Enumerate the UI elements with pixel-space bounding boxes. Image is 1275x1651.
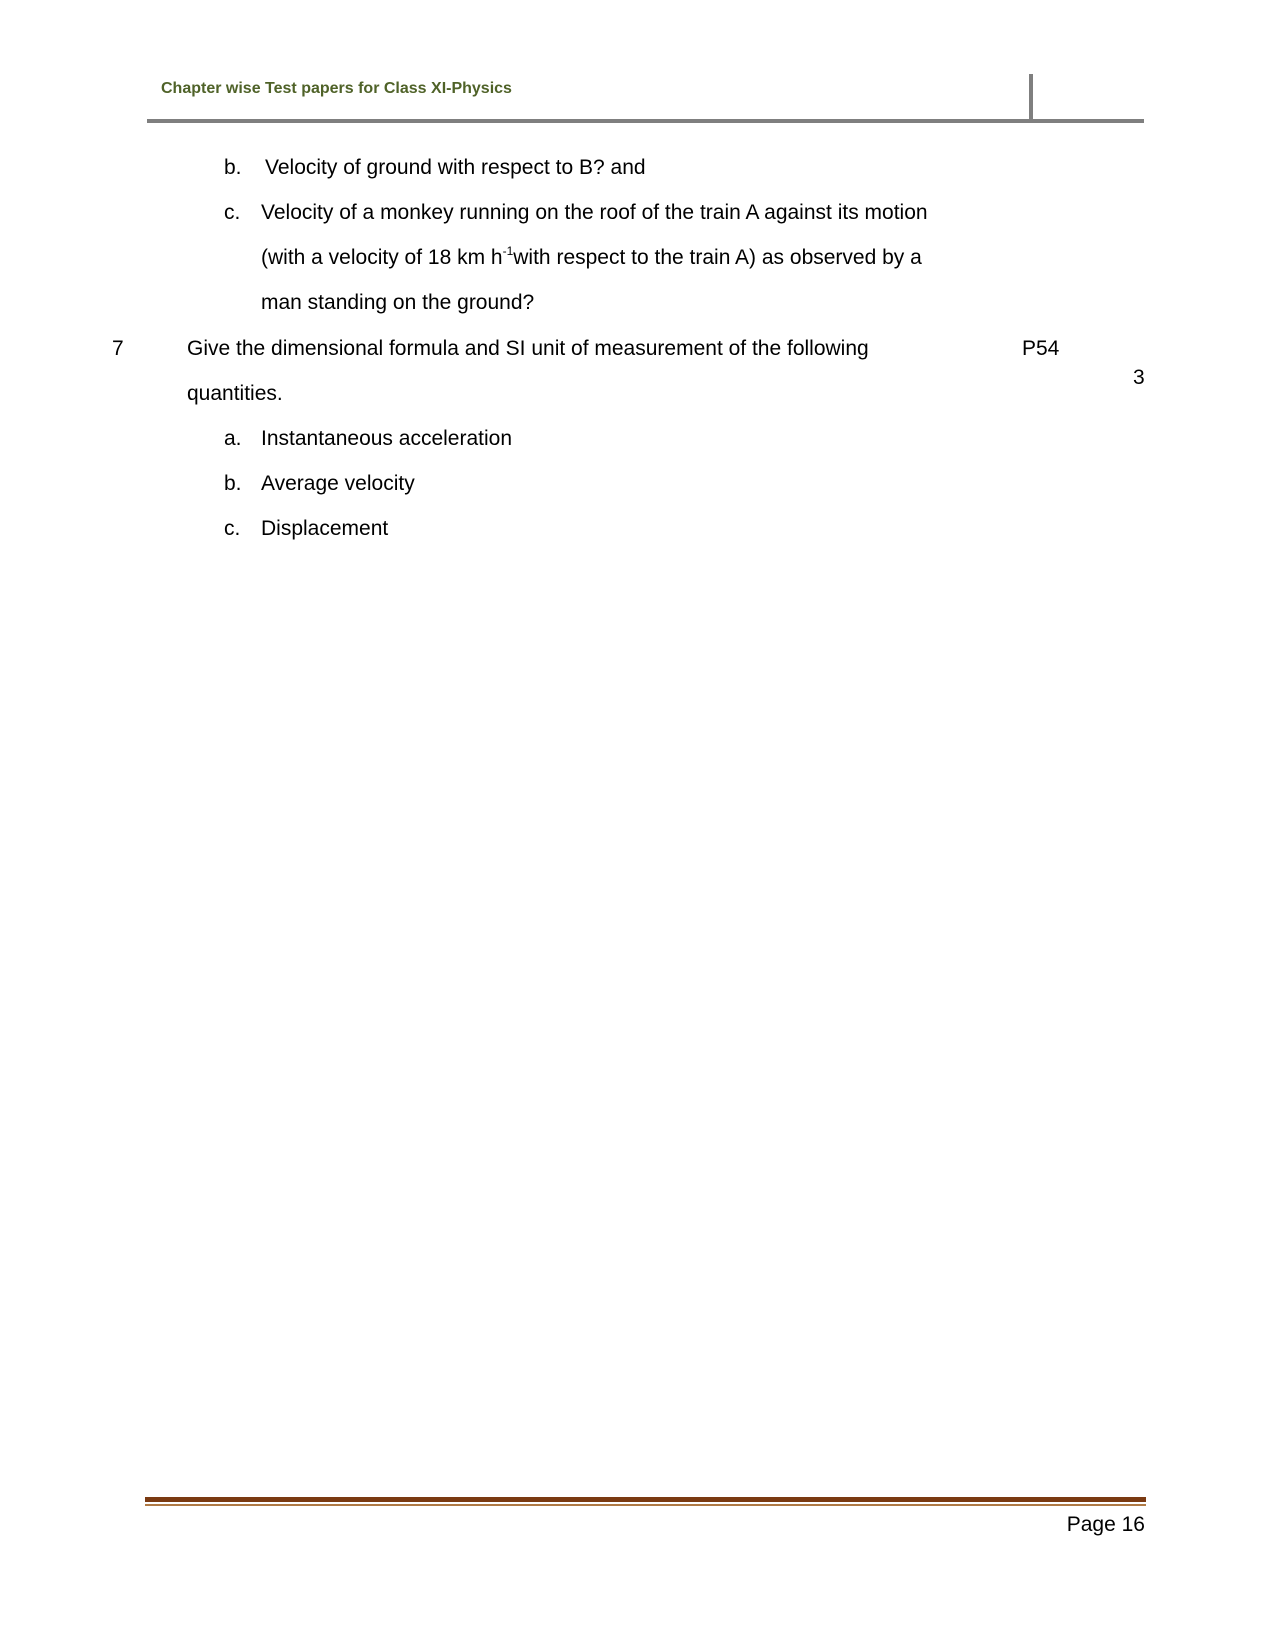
footer-rule-accent: [145, 1504, 1146, 1506]
q7-part-b-marker: b.: [224, 472, 242, 495]
q7-part-a-marker: a.: [224, 427, 242, 450]
q6-part-c-line2-after: with respect to the train A) as observed by a: [513, 246, 922, 269]
q7-line2: quantities.: [187, 382, 283, 405]
q7-part-a-text: Instantaneous acceleration: [261, 427, 513, 450]
q6-part-c-line1: Velocity of a monkey running on the roof of the train A against its motion: [261, 201, 928, 224]
q6-part-c-marker: c.: [224, 201, 241, 224]
q7-part-b-text: Average velocity: [261, 472, 415, 495]
q7-marks: 3: [1133, 366, 1145, 389]
q6-part-c-line2-superscript: -1: [502, 244, 514, 258]
q6-part-b-text: Velocity of ground with respect to B? and: [265, 156, 646, 179]
q7-number: 7: [112, 337, 124, 360]
q7-part-c-text: Displacement: [261, 517, 389, 540]
q6-part-b-marker: b.: [224, 156, 242, 179]
header-title: Chapter wise Test papers for Class XI-Physics: [161, 80, 512, 97]
header-rule: [147, 119, 1144, 123]
q6-part-c-line2: [261, 244, 922, 269]
q7-line1: Give the dimensional formula and SI unit of measurement of the following: [187, 337, 869, 360]
q6-part-c-line3: man standing on the ground?: [261, 291, 535, 314]
footer-rule: [145, 1497, 1146, 1502]
q7-reference: P54: [1022, 337, 1060, 360]
q7-part-c-marker: c.: [224, 517, 241, 540]
q6-part-c-line2-before: (with a velocity of 18 km h: [261, 246, 503, 269]
page-number: Page 16: [1066, 1513, 1145, 1536]
header-divider: [1029, 74, 1033, 121]
